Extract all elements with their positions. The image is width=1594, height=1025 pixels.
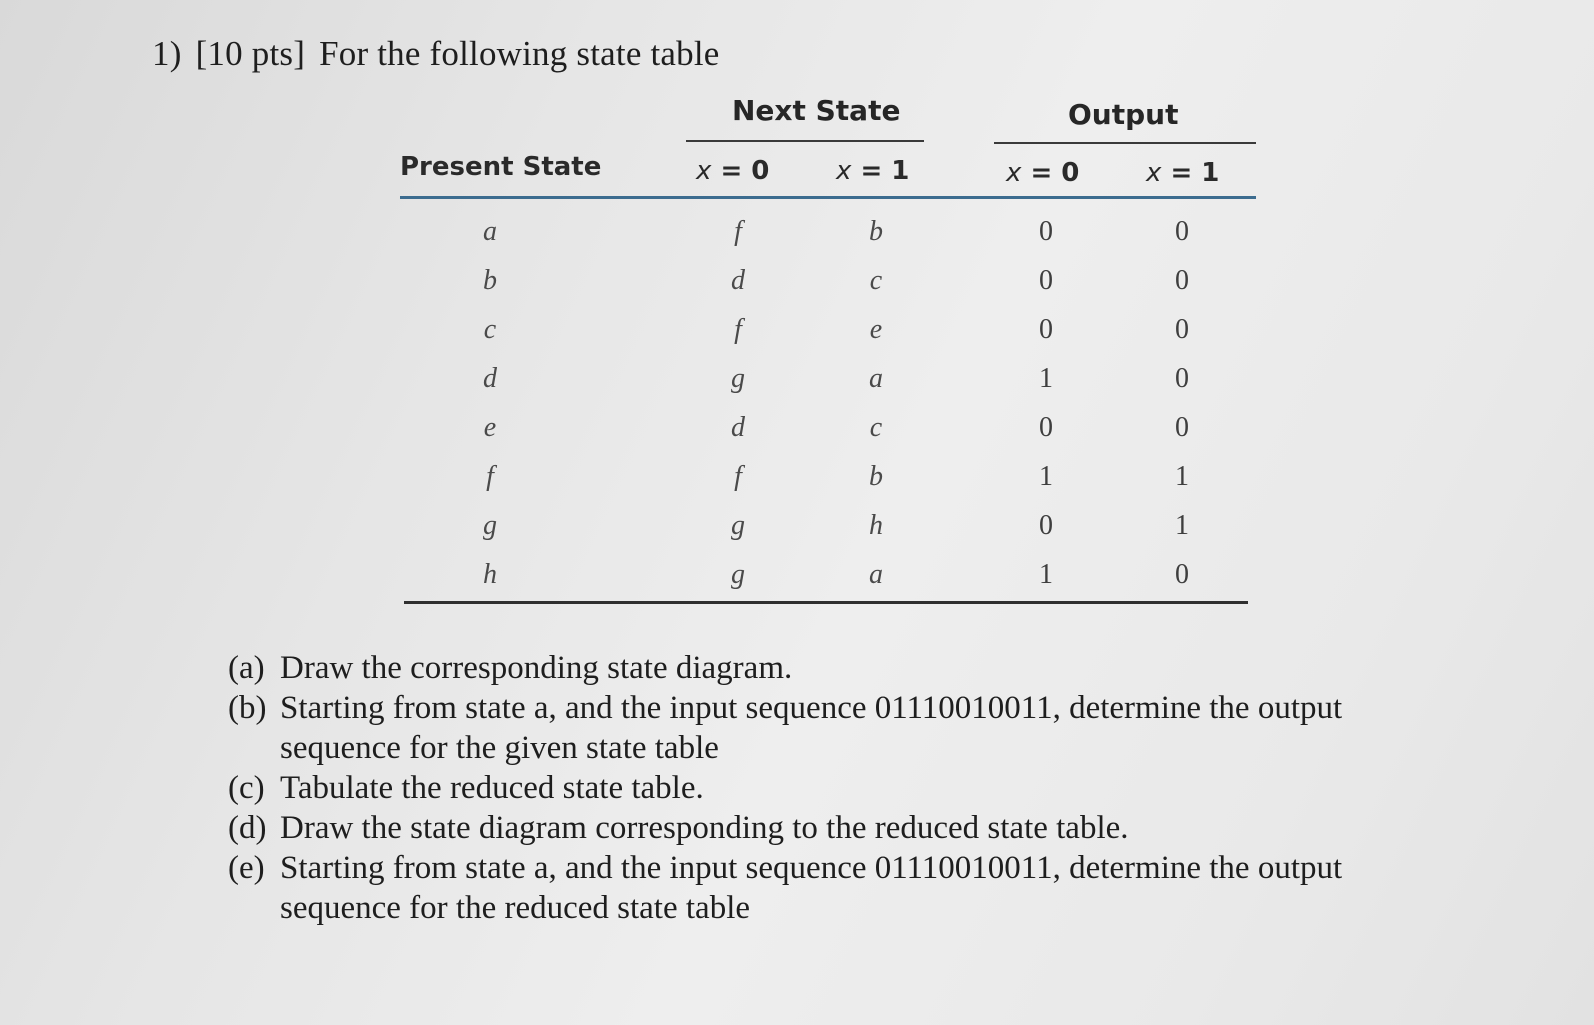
- output-x0-cell: 1: [1039, 363, 1053, 394]
- sub-question-text: Starting from state a, and the input sequence 01110010011, determine the output sequence for the given state table: [280, 690, 1343, 766]
- sub-question-label: (b): [228, 690, 267, 726]
- next-state-x1-cell: c: [869, 265, 883, 296]
- next-state-x0-cell: d: [731, 412, 745, 443]
- next-x0-header: x = 0: [696, 156, 770, 186]
- state-table: [400, 92, 1260, 622]
- sub-question-d: [228, 808, 1428, 848]
- header-rule: [400, 196, 1256, 199]
- present-state-cell: c: [483, 314, 497, 345]
- next-state-x0-cell: d: [731, 265, 745, 296]
- out-x0-header: x = 0: [1006, 158, 1080, 188]
- sub-question-a: [228, 648, 1428, 688]
- question-title: [152, 34, 720, 74]
- output-x1-cell: 0: [1175, 265, 1189, 296]
- output-x1-cell: 1: [1175, 510, 1189, 541]
- bottom-rule: [404, 601, 1248, 604]
- sub-question-label: (e): [228, 850, 265, 886]
- sub-question-list: [228, 648, 1428, 928]
- question-prompt: For the following state table: [319, 34, 720, 73]
- table-row: [400, 412, 1260, 461]
- sub-question-b: [228, 688, 1428, 768]
- next-state-x1-cell: a: [869, 363, 883, 394]
- present-state-cell: e: [483, 412, 497, 443]
- output-x0-cell: 0: [1039, 412, 1053, 443]
- present-state-cell: f: [486, 461, 494, 492]
- table-row: [400, 216, 1260, 265]
- next-state-x1-cell: a: [869, 559, 883, 590]
- next-state-x1-cell: e: [869, 314, 883, 345]
- sub-question-label: (a): [228, 650, 265, 686]
- output-x1-cell: 1: [1175, 461, 1189, 492]
- output-header: Output: [1068, 98, 1179, 131]
- output-x0-cell: 0: [1039, 314, 1053, 345]
- present-state-cell: h: [483, 559, 497, 590]
- next-state-x0-cell: g: [731, 363, 745, 394]
- output-x0-cell: 0: [1039, 265, 1053, 296]
- sub-question-e: [228, 848, 1428, 928]
- next-state-x1-cell: h: [869, 510, 883, 541]
- next-state-header: Next State: [732, 94, 901, 127]
- next-state-x0-cell: f: [734, 461, 742, 492]
- next-state-x1-cell: b: [869, 216, 883, 247]
- output-x0-cell: 1: [1039, 461, 1053, 492]
- question-number: 1): [152, 34, 182, 73]
- sub-question-c: [228, 768, 1428, 808]
- next-state-x0-cell: g: [731, 559, 745, 590]
- next-state-x0-cell: f: [734, 216, 742, 247]
- present-state-cell: a: [483, 216, 497, 247]
- output-x0-cell: 0: [1039, 510, 1053, 541]
- next-state-x1-cell: c: [869, 412, 883, 443]
- output-x1-cell: 0: [1175, 412, 1189, 443]
- sub-question-text: Starting from state a, and the input sequence 01110010011, determine the output sequence for the reduced state table: [280, 850, 1343, 926]
- next-x1-header: x = 1: [836, 156, 910, 186]
- present-state-header: Present State: [400, 152, 602, 182]
- out-x1-header: x = 1: [1146, 158, 1220, 188]
- table-row: [400, 510, 1260, 559]
- table-row: [400, 461, 1260, 510]
- sub-question-text: Draw the state diagram corresponding to the reduced state table.: [280, 810, 1129, 846]
- present-state-cell: d: [483, 363, 497, 394]
- sub-question-text: Tabulate the reduced state table.: [280, 770, 704, 806]
- output-x1-cell: 0: [1175, 559, 1189, 590]
- next-state-x0-cell: g: [731, 510, 745, 541]
- table-body: [400, 216, 1260, 608]
- output-x1-cell: 0: [1175, 314, 1189, 345]
- output-x1-cell: 0: [1175, 216, 1189, 247]
- table-row: [400, 363, 1260, 412]
- present-state-cell: g: [483, 510, 497, 541]
- sub-question-label: (d): [228, 810, 267, 846]
- output-rule: [994, 142, 1256, 144]
- table-row: [400, 265, 1260, 314]
- table-row: [400, 314, 1260, 363]
- sub-question-label: (c): [228, 770, 265, 806]
- question-points: [10 pts]: [195, 34, 306, 73]
- output-x0-cell: 1: [1039, 559, 1053, 590]
- output-x0-cell: 0: [1039, 216, 1053, 247]
- next-state-x0-cell: f: [734, 314, 742, 345]
- next-state-x1-cell: b: [869, 461, 883, 492]
- sub-question-text: Draw the corresponding state diagram.: [280, 650, 793, 686]
- present-state-cell: b: [483, 265, 497, 296]
- output-x1-cell: 0: [1175, 363, 1189, 394]
- next-state-rule: [686, 140, 924, 142]
